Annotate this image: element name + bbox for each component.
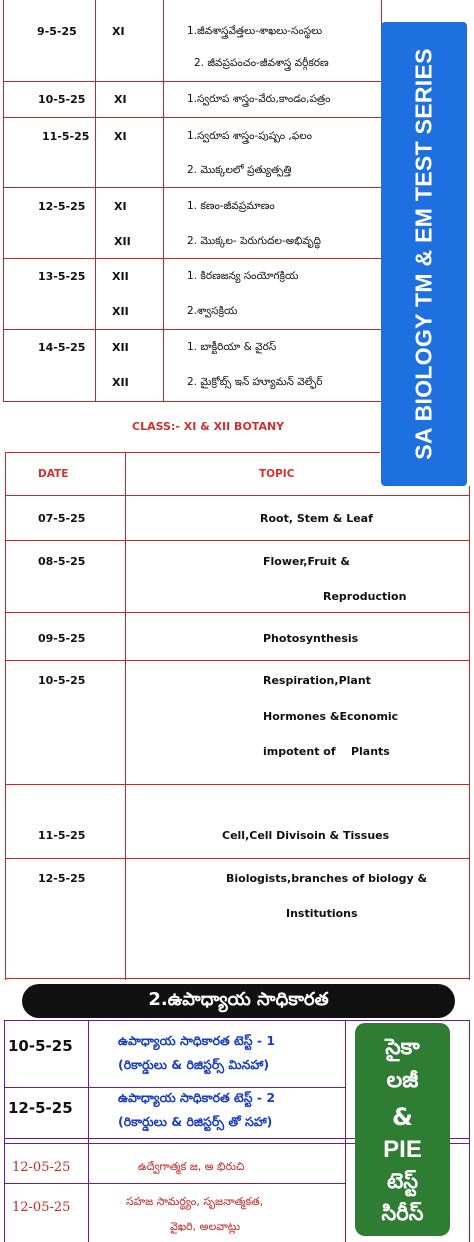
header-topic: TOPIC	[259, 468, 295, 480]
row-class: XII	[112, 376, 129, 389]
row-topic: 1.స్వరూప శాస్త్రం-పుష్పం ,ఫలం	[187, 130, 312, 142]
row-date: 12-05-25	[12, 1200, 71, 1215]
row-date: 10-5-25	[38, 93, 86, 106]
banner-text: SA BIOLOGY TM & EM TEST SERIES	[410, 48, 437, 460]
row-date: 11-5-25	[38, 829, 86, 842]
row-topic: 2.శ్వాసక్రియ	[187, 305, 238, 317]
badge-line: &	[392, 1103, 413, 1131]
row-date: 9-5-25	[37, 25, 77, 38]
badge-line: టెస్ట్	[387, 1169, 418, 1193]
row-topic: Institutions	[286, 907, 358, 920]
test-series-banner	[381, 22, 467, 486]
row-topic: (రికార్డులు & రిజిస్టర్స్ తో సహా)	[118, 1114, 273, 1129]
row-class: XI	[114, 200, 127, 213]
row-class: XII	[112, 305, 129, 318]
row-date: 12-05-25	[12, 1160, 71, 1175]
row-date: 11-5-25	[42, 130, 90, 143]
row-topic: Reproduction	[323, 590, 407, 603]
row-class: XI	[112, 25, 125, 38]
row-class: XII	[114, 235, 131, 248]
row-topic: Hormones &Economic	[263, 710, 399, 723]
row-topic: Root, Stem & Leaf	[260, 512, 373, 525]
badge-line: సైకా	[385, 1035, 420, 1060]
row-date: 12-5-25	[38, 200, 86, 213]
row-date: 07-5-25	[38, 512, 86, 525]
row-date: 13-5-25	[38, 270, 86, 283]
row-class: XI	[114, 130, 127, 143]
row-topic: impotent of Plants	[263, 745, 390, 758]
badge-line: PIE	[383, 1136, 422, 1163]
row-topic: Respiration,Plant	[263, 674, 371, 687]
row-class: XII	[112, 341, 129, 354]
row-topic: 1. కణం-జీవప్రమాణం	[187, 200, 275, 212]
badge-line: లజీ	[386, 1068, 419, 1093]
row-topic: 2. మొక్కలలో ప్రత్యుత్పత్తి	[187, 164, 292, 176]
row-topic: 2. మొక్కల- పెరుగుదల-అభివృద్ధి	[187, 235, 321, 247]
row-date: 12-5-25	[8, 1099, 73, 1117]
header-date: DATE	[38, 468, 69, 480]
row-topic: 1.జీవశాస్త్రవేత్తలు-శాఖలు-సంస్థలు	[187, 25, 323, 37]
row-date: 10-5-25	[8, 1037, 73, 1055]
row-topic: (రికార్డులు & రిజిస్టర్స్ మినహా)	[118, 1057, 270, 1072]
row-topic: 1.స్వరూప శాస్త్రం-వేరు,కాండం,పత్రం	[187, 93, 331, 105]
row-topic: Flower,Fruit &	[263, 555, 350, 568]
row-topic: ఉపాధ్యాయ సాధికారత టెస్ట్ - 2	[118, 1090, 276, 1105]
row-topic: 2. మైక్రోబ్స్ ఇన్ హ్యూమన్ వెల్ఫేర్	[187, 376, 323, 388]
badge-line: సిరీస్	[381, 1201, 424, 1225]
row-topic: 1. బాక్టీరియా & వైరస్	[187, 341, 277, 353]
row-topic: Cell,Cell Divisoin & Tissues	[222, 829, 390, 842]
row-class: XI	[114, 93, 127, 106]
class-heading: CLASS:- XI & XII BOTANY	[132, 420, 285, 433]
row-topic: ఉద్వేగాత్మక జ, అ భిరుచి	[138, 1160, 245, 1173]
psychology-pie-badge	[355, 1023, 450, 1236]
row-topic: Photosynthesis	[263, 632, 359, 645]
row-topic: 2. జీవప్రపంచం-జీవశాస్త్ర వర్గీకరణ	[194, 57, 329, 69]
row-date: 09-5-25	[38, 632, 86, 645]
row-topic: వైఖరి, అలవాట్లు	[170, 1220, 241, 1233]
row-topic: 1. కిరణజన్య సంయోగక్రియ	[187, 270, 299, 282]
section-2-title: 2.ఉపాధ్యాయ సాధికారత	[22, 984, 455, 1018]
row-date: 10-5-25	[38, 674, 86, 687]
row-date: 08-5-25	[38, 555, 86, 568]
row-date: 12-5-25	[38, 872, 86, 885]
row-topic: సహజ సామర్థ్యం, సృజనాత్మకత,	[126, 1195, 264, 1208]
row-date: 14-5-25	[38, 341, 86, 354]
row-class: XII	[112, 270, 129, 283]
row-topic: ఉపాధ్యాయ సాధికారత టెస్ట్ - 1	[118, 1033, 276, 1048]
row-topic: Biologists,branches of biology &	[226, 872, 428, 885]
